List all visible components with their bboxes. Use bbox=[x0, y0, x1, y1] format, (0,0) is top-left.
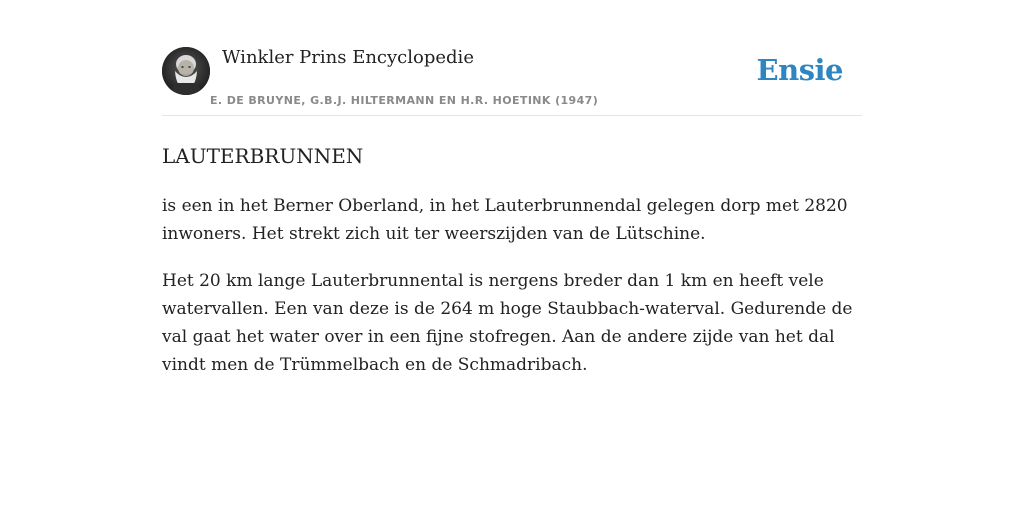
article-paragraph-2: Het 20 km lange Lauterbrunnental is nergens breder dan 1 km en heeft vele watervallen. Een van deze is de 264 m hoge Staubbach-waterval. Gedurende de val gaat het water over in een fijne stofregen. Aan de andere zijde van het dal vindt men de Trümmelbach en de Schmadribach. bbox=[162, 271, 853, 375]
article-headword: LAUTERBRUNNEN bbox=[162, 144, 364, 168]
source-header bbox=[162, 0, 862, 116]
source-title[interactable]: Winkler Prins Encyclopedie bbox=[222, 47, 474, 68]
article-paragraph-1: is een in het Berner Oberland, in het Lauterbrunnendal gelegen dorp met 2820 inwoners. Het strekt zich uit ter weerszijden van de Lütschine. bbox=[162, 196, 848, 244]
bearded-man-portrait-icon bbox=[162, 47, 210, 95]
ensie-logo[interactable]: Ensie bbox=[756, 53, 843, 87]
page bbox=[162, 0, 862, 379]
source-avatar[interactable] bbox=[162, 47, 210, 95]
source-authors: E. DE BRUYNE, G.B.J. HILTERMANN EN H.R. HOETINK (1947) bbox=[210, 94, 599, 107]
